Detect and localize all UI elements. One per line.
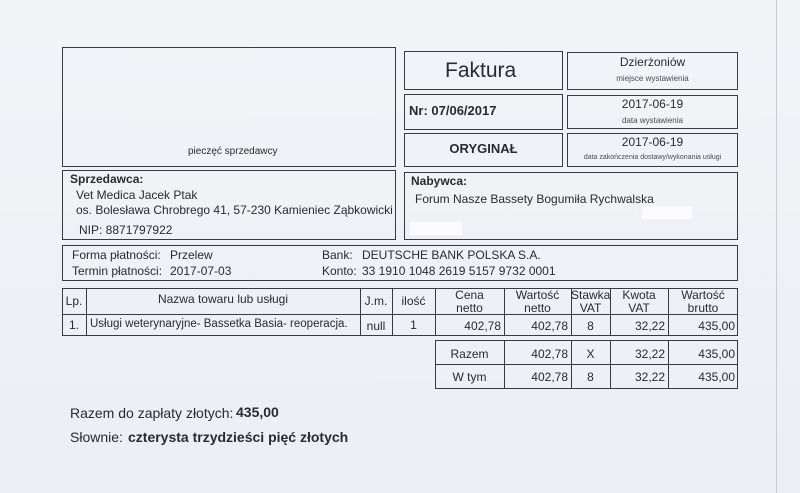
summary-vat: 32,22 [634,370,665,384]
col-header-price: Cena [455,288,484,302]
summary-label: W tym [452,370,487,384]
col-header-lp: Lp. [65,294,83,308]
bank-name: DEUTSCHE BANK POLSKA S.A. [362,248,541,262]
col-header-net: Wartość [515,288,560,302]
seller-heading: Sprzedawca: [70,172,144,186]
account-number: 33 1910 1048 2619 5157 9732 0001 [362,264,556,278]
amount-due-value: 435,00 [236,404,279,420]
col-header-gross: Wartość [681,288,725,302]
buyer-redaction [410,222,462,235]
summary-net: 402,78 [531,370,568,384]
doc-title: Faktura [445,59,517,82]
buyer-redaction [642,206,692,219]
col-header-vat: VAT [628,301,650,315]
amount-due-label: Razem do zapłaty złotych: [70,405,234,421]
bank-label: Bank: [322,248,353,262]
row-net: 402,78 [531,319,568,333]
seller-nip: NIP: 8871797922 [79,223,173,237]
payment-method: Przelew [170,248,213,262]
col-header-rate: Stawka [571,288,611,302]
place-caption: miejsce wystawienia [616,74,689,83]
summary-label: Razem [450,347,489,361]
col-header-vat: Kwota [622,288,656,302]
invoice-number: Nr: 07/06/2017 [409,103,497,118]
col-header-price: netto [456,301,483,315]
col-header-gross: brutto [687,301,719,315]
seller-stamp-label: pieczęć sprzedawcy [188,146,278,157]
summary-net: 402,78 [531,347,568,361]
delivery-date-caption: data zakończenia dostawy/wykonania usługi [583,154,722,161]
col-header-rate: VAT [579,301,602,315]
issue-date: 2017-06-19 [621,97,684,111]
row-unit: null [366,319,386,333]
amount-words-value: czterysta trzydzieści pięć złotych [128,429,349,445]
summary-gross: 435,00 [698,347,735,361]
row-qty: 1 [410,318,417,332]
col-header-qty: ilość [401,294,426,308]
payment-due-label: Termin płatności: [72,264,163,278]
payment-due: 2017-07-03 [170,264,232,278]
row-price: 402,78 [464,319,501,333]
scan-edge [776,0,777,493]
delivery-date: 2017-06-19 [621,135,684,149]
summary-rate: 8 [587,370,594,384]
row-lp: 1. [68,318,79,332]
col-header-net: netto [524,301,551,315]
buyer-name: Forum Nasze Bassety Bogumiła Rychwalska [415,192,654,206]
summary-gross: 435,00 [698,370,735,384]
place-value: Dzierżoniów [619,55,686,69]
row-name: Usługi weterynaryjne- Bassetka Basia- reoperacja. [90,318,348,330]
col-header-name: Nazwa towaru lub usługi [157,292,289,306]
copy-type: ORYGINAŁ [449,141,518,156]
account-label: Konto: [322,264,357,278]
seller-address: os. Bolesława Chrobrego 41, 57-230 Kamieniec Ząbkowicki [76,203,393,217]
buyer-heading: Nabywca: [411,174,468,188]
seller-name: Vet Medica Jacek Ptak [76,188,198,202]
row-rate: 8 [587,319,594,333]
summary-rate: X [586,347,595,361]
row-vat: 32,22 [634,319,665,333]
summary-vat: 32,22 [634,347,665,361]
issue-date-caption: data wystawienia [622,116,683,125]
col-header-unit: J.m. [364,294,388,308]
row-gross: 435,00 [698,319,735,333]
payment-method-label: Forma płatności: [72,248,161,262]
amount-words-label: Słownie: [70,429,123,445]
